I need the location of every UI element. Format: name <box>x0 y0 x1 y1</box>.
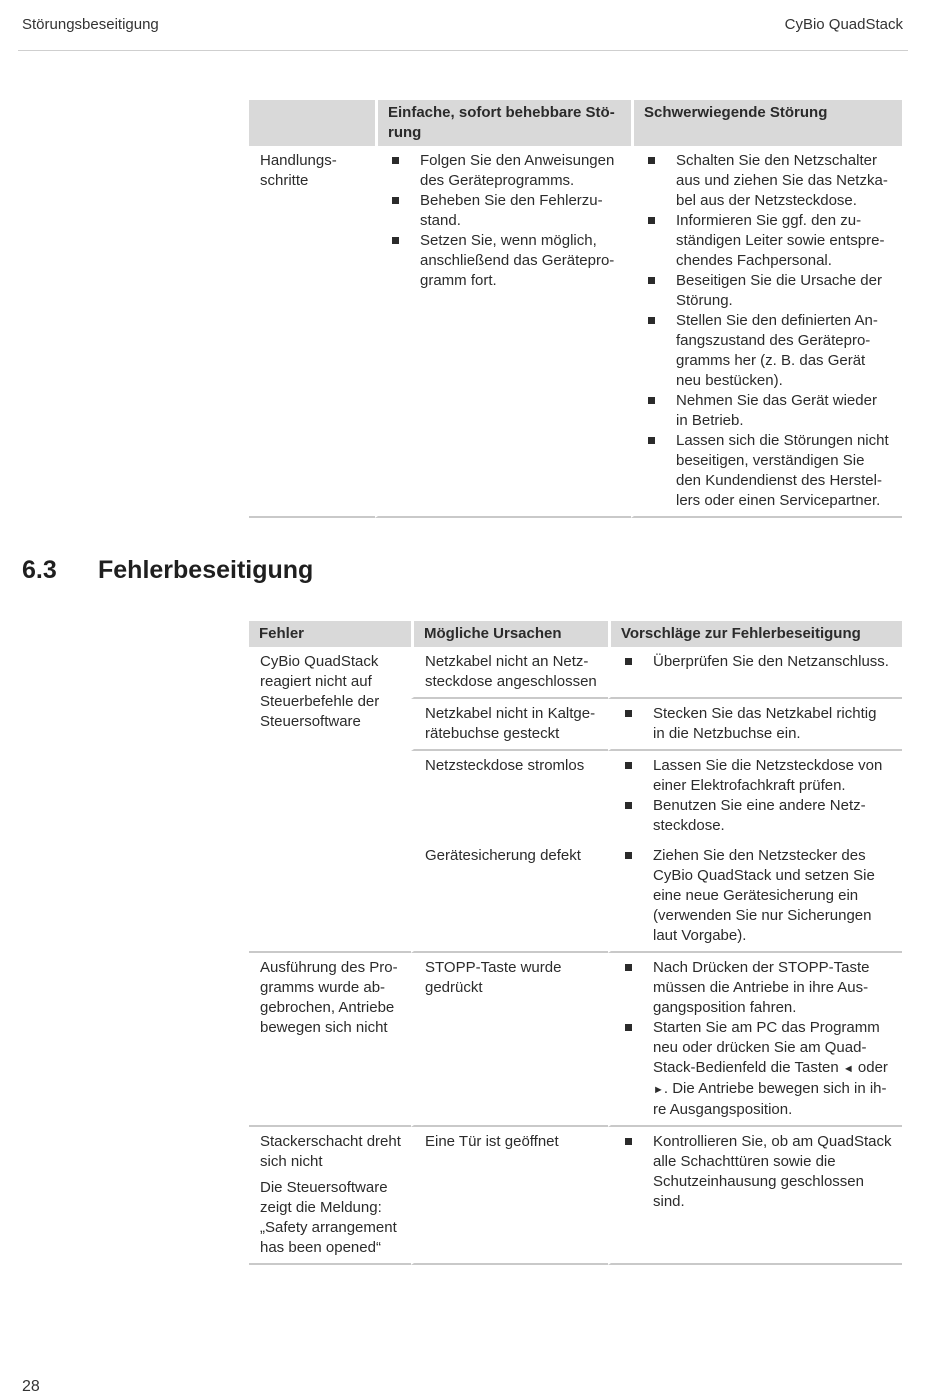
list-item <box>622 1018 892 1120</box>
list-item: Beheben Sie den Fehlerzustand. <box>389 191 621 231</box>
list-item: Überprüfen Sie den Netzanschluss. <box>622 652 892 672</box>
header-rule <box>18 50 908 51</box>
running-header-right: CyBio QuadStack <box>784 16 903 33</box>
running-header-left: Störungsbeseitigung <box>22 16 159 33</box>
solution-cell <box>608 699 902 751</box>
page-number: 28 <box>22 1378 40 1395</box>
cause-cell: Netzkabel nicht an Netzsteckdose angeschlossen <box>411 647 608 699</box>
cause-cell: Netzsteckdose stromlos <box>411 751 608 841</box>
list-item: Kontrollieren Sie, ob am QuadStack alle Schachttüren sowie die Schutzeinhausung geschlossen sind. <box>622 1132 892 1212</box>
row-label: Handlungsschritte <box>249 146 375 518</box>
header-cell-solutions: Vorschläge zur Fehlerbeseitigung <box>608 621 902 647</box>
error-text: Die Steuersoftware zeigt die Meldung: „Safety arrangement has been opened“ <box>260 1179 397 1256</box>
solution-cell <box>608 1127 902 1265</box>
table-row <box>249 647 902 699</box>
list-item: Schalten Sie den Netzschalter aus und ziehen Sie das Netzkabel aus der Netzsteckdose. <box>645 151 892 211</box>
error-resolution-table <box>249 621 902 1265</box>
cause-cell: Gerätesicherung defekt <box>411 841 608 953</box>
error-cell <box>249 1127 411 1265</box>
list-item: Nach Drücken der STOPP-Taste müssen die Antriebe in ihre Ausgangsposition fahren. <box>622 958 892 1018</box>
table-row <box>249 146 902 518</box>
list-item: Informieren Sie ggf. den zuständigen Leiter sowie entsprechendes Fachpersonal. <box>645 211 892 271</box>
list-item: Beseitigen Sie die Ursache der Störung. <box>645 271 892 311</box>
list-item: Benutzen Sie eine andere Netzsteckdose. <box>622 796 892 836</box>
list-item: Lassen Sie die Netzsteckdose von einer Elektrofachkraft prüfen. <box>622 756 892 796</box>
header-cell-empty <box>249 100 375 146</box>
list-item-text: . Die Antriebe bewegen sich in ihre Ausgangsposition. <box>653 1080 887 1118</box>
solution-cell <box>608 841 902 953</box>
error-cell: CyBio QuadStack reagiert nicht auf Steuerbefehle der Steuersoftware <box>249 647 411 953</box>
list-item: Stellen Sie den definierten Anfangszustand des Geräteprogramms her (z. B. das Gerät neu bestücken). <box>645 311 892 391</box>
table-row <box>249 953 902 1127</box>
list-item: Setzen Sie, wenn möglich, anschließend das Geräteprogramm fort. <box>389 231 621 291</box>
list-item-text: Starten Sie am PC das Programm neu oder drücken Sie am QuadStack-Bedienfeld die Tasten <box>653 1019 880 1076</box>
arrow-right-key-icon: ► <box>653 1084 664 1096</box>
error-cell: Ausführung des Programms wurde abgebrochen, Antriebe bewegen sich nicht <box>249 953 411 1127</box>
table-header-row <box>249 621 902 647</box>
cause-cell: Netzkabel nicht in Kaltgerätebuchse gesteckt <box>411 699 608 751</box>
list-item: Folgen Sie den Anweisungen des Geräteprogramms. <box>389 151 621 191</box>
table-row <box>249 1127 902 1265</box>
simple-fault-steps <box>375 146 631 518</box>
table-header-row <box>249 100 902 146</box>
list-item: Lassen sich die Störungen nicht beseitigen, verständigen Sie den Kundendienst des Herstellers oder einen Servicepartner. <box>645 431 892 511</box>
header-cell-simple-fault: Einfache, sofort behebbare Störung <box>375 100 631 146</box>
solution-cell <box>608 647 902 699</box>
error-text: Stackerschacht dreht sich nicht <box>260 1133 401 1170</box>
solution-cell <box>608 953 902 1127</box>
list-item-text: oder <box>853 1059 888 1076</box>
header-cell-causes: Mögliche Ursachen <box>411 621 608 647</box>
header-cell-severe-fault: Schwerwiegende Störung <box>631 100 902 146</box>
cause-cell: Eine Tür ist geöffnet <box>411 1127 608 1265</box>
severe-fault-steps <box>631 146 902 518</box>
section-title: Fehlerbeseitigung <box>98 556 314 584</box>
cause-cell: STOPP-Taste wurde gedrückt <box>411 953 608 1127</box>
list-item: Stecken Sie das Netzkabel richtig in die Netzbuchse ein. <box>622 704 892 744</box>
header-cell-error: Fehler <box>249 621 411 647</box>
solution-cell <box>608 751 902 841</box>
fault-handling-table <box>249 100 902 518</box>
section-number: 6.3 <box>22 556 57 584</box>
list-item: Nehmen Sie das Gerät wieder in Betrieb. <box>645 391 892 431</box>
list-item: Ziehen Sie den Netzstecker des CyBio QuadStack und setzen Sie eine neue Gerätesicherung ein (verwenden Sie nur Sicherungen laut Vorgabe). <box>622 846 892 946</box>
arrow-left-key-icon: ◄ <box>842 1063 854 1075</box>
